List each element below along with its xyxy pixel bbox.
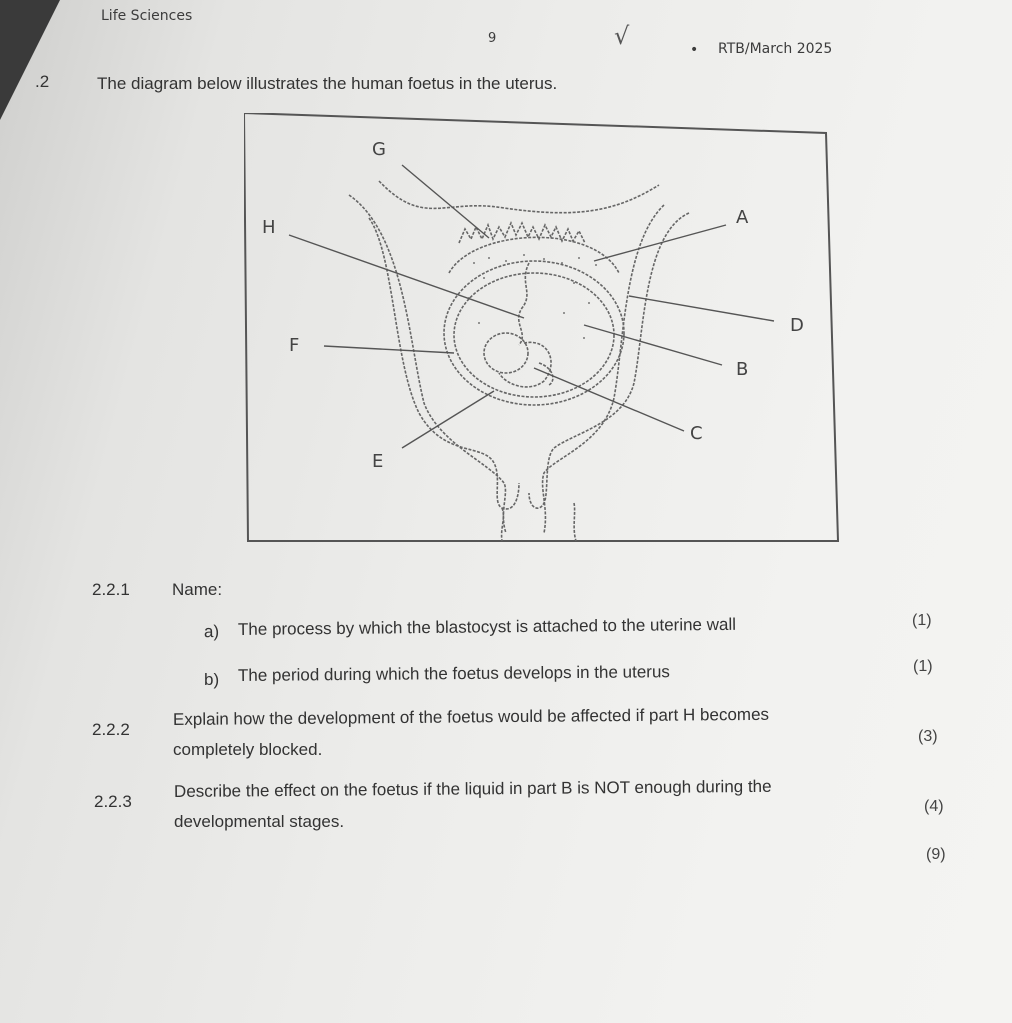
label-f: F: [289, 335, 300, 356]
q221b-marks: (1): [913, 658, 933, 675]
exam-reference: RTB/March 2025: [718, 41, 833, 57]
q223-line1: Describe the effect on the foetus if the liquid in part B is NOT enough during the: [173, 776, 772, 801]
umbilical-cord: [519, 263, 529, 345]
q221a-marks: (1): [912, 612, 932, 629]
q221-text: Name:: [172, 580, 223, 599]
q221a-text: The process by which the blastocyst is attached to the uterine wall: [237, 614, 737, 639]
leader-e: [402, 391, 494, 448]
foetus-body: [499, 342, 551, 387]
question-intro: The diagram below illustrates the human foetus in the uterus.: [97, 74, 558, 93]
uterus-outer-left: [349, 195, 506, 533]
label-e: E: [372, 451, 384, 472]
leader-a: [594, 225, 726, 261]
label-c: C: [690, 423, 703, 444]
amniotic-sac-inner: [454, 273, 614, 397]
q221b-text: The period during which the foetus develops in the uterus: [237, 662, 670, 685]
label-g: G: [372, 139, 386, 160]
amniotic-sac-outer: [444, 261, 624, 405]
q221b-letter: b): [204, 670, 220, 689]
tick-mark: √: [614, 22, 630, 50]
leader-b: [584, 325, 722, 365]
q223-number: 2.2.3: [94, 792, 132, 811]
leader-f: [324, 346, 454, 353]
q222-line2: completely blocked.: [173, 740, 323, 759]
foetus-head: [484, 333, 528, 373]
placenta-edge: [449, 237, 619, 273]
q222-marks: (3): [918, 728, 938, 745]
placenta-stipple: [468, 254, 597, 339]
diagram-frame: [244, 113, 838, 541]
label-h: H: [262, 217, 276, 238]
leader-g: [402, 165, 489, 238]
bullet-dot: •: [690, 42, 699, 58]
leader-c: [534, 368, 684, 431]
leader-lines: [289, 165, 774, 448]
q223-line2: developmental stages.: [174, 812, 345, 831]
uterus-top: [379, 181, 659, 213]
label-a: A: [736, 207, 749, 228]
label-b: B: [736, 359, 749, 380]
question-number: .2: [35, 72, 50, 91]
q221a-letter: a): [203, 621, 220, 642]
leader-h: [289, 235, 524, 318]
total-marks: (9): [926, 846, 946, 863]
leader-d: [629, 296, 774, 321]
label-d: D: [790, 315, 804, 336]
subject-header: Life Sciences: [101, 8, 193, 24]
uterus-drawing: [349, 181, 689, 541]
q223-marks: (4): [924, 798, 944, 815]
page-number: 9: [488, 31, 497, 46]
uterus-inner-left: [369, 218, 519, 509]
foetus-uterus-diagram: [244, 113, 840, 545]
cervix-right: [574, 503, 576, 541]
q222-number: 2.2.2: [92, 720, 130, 739]
page-corner-shadow: [0, 0, 60, 120]
cervix-left: [502, 508, 504, 541]
q222-line1: Explain how the development of the foetus would be affected if part H becomes: [172, 704, 770, 729]
q221-number: 2.2.1: [92, 580, 130, 599]
